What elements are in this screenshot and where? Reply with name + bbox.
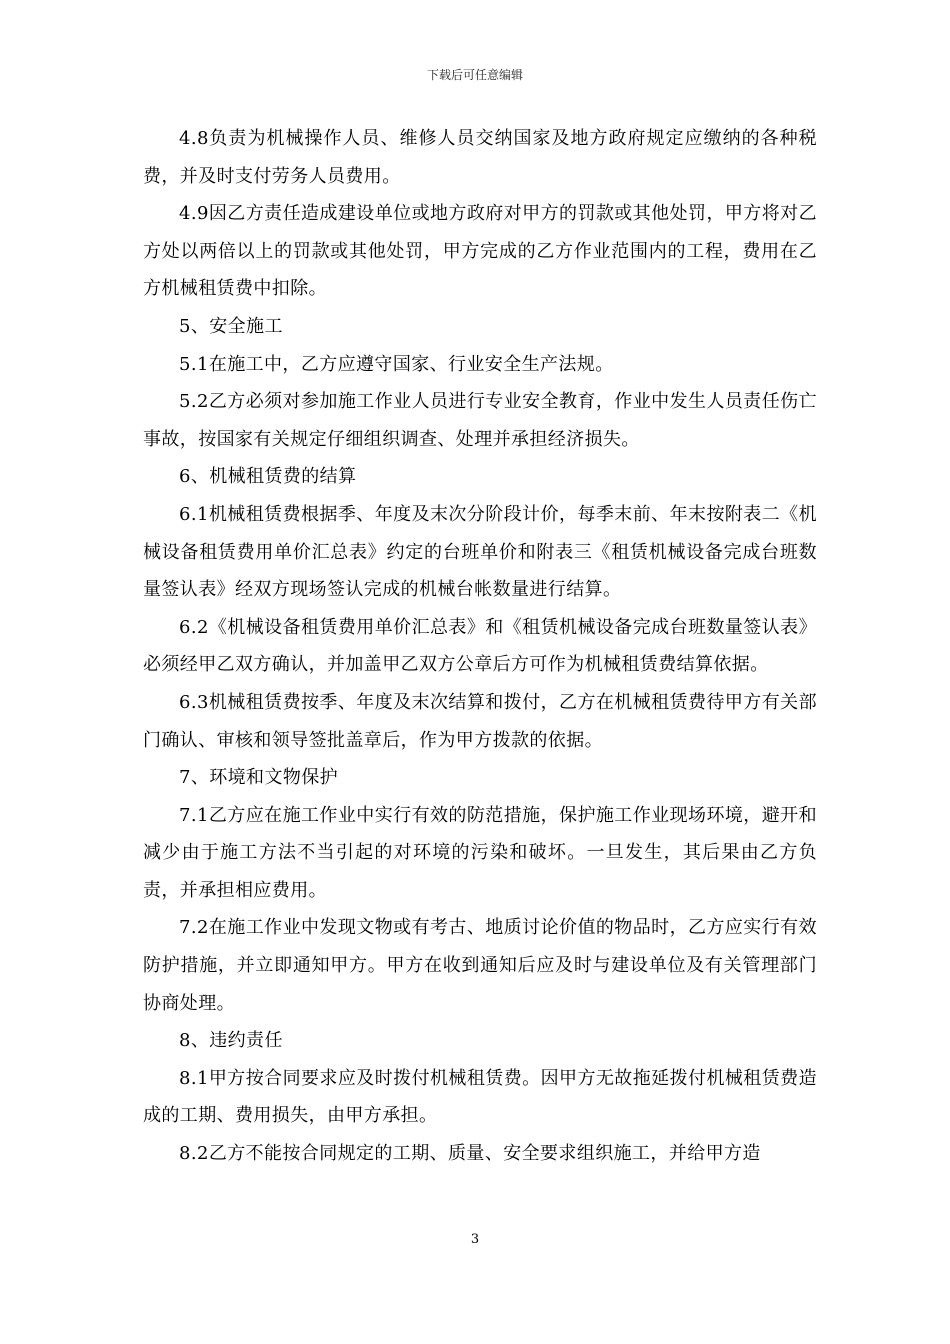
paragraph-8-2: 8.2乙方不能按合同规定的工期、质量、安全要求组织施工，并给甲方造 bbox=[179, 1143, 761, 1165]
paragraph-6-2: 6.2《机械设备租赁费用单价汇总表》和《租赁机械设备完成台班数量签认表》必须经甲乙双方确认，并加盖甲乙双方公章后方可作为机械租赁费结算依据。 bbox=[143, 616, 817, 676]
paragraph-8-1: 8.1甲方按合同要求应及时拨付机械租赁费。因甲方无故拖延拨付机械租赁费造成的工期、费用损失，由甲方承担。 bbox=[143, 1067, 817, 1127]
document-body bbox=[143, 120, 817, 1173]
paragraph-7-1: 7.1乙方应在施工作业中实行有效的防范措施，保护施工作业现场环境，避开和减少由于施工方法不当引起的对环境的污染和破坏。一旦发生，其后果由乙方负责，并承担相应费用。 bbox=[143, 804, 817, 901]
section-heading-8: 8、违约责任 bbox=[179, 1030, 283, 1052]
paragraph-5-1: 5.1在施工中，乙方应遵守国家、行业安全生产法规。 bbox=[179, 353, 614, 375]
section-heading-5: 5、安全施工 bbox=[179, 315, 283, 337]
page-number: 3 bbox=[470, 1232, 480, 1247]
page-header: 下载后可任意编辑 bbox=[426, 68, 523, 82]
section-heading-7: 7、环境和文物保护 bbox=[179, 767, 339, 789]
paragraph-4-9: 4.9因乙方责任造成建设单位或地方政府对甲方的罚款或其他处罚，甲方将对乙方处以两倍以上的罚款或其他处罚，甲方完成的乙方作业范围内的工程，费用在乙方机械租赁费中扣除。 bbox=[143, 203, 817, 300]
section-heading-6: 6、机械租赁费的结算 bbox=[179, 466, 357, 488]
paragraph-6-1: 6.1机械租赁费根据季、年度及末次分阶段计价，每季末前、年末按附表二《机械设备租赁费用单价汇总表》约定的台班单价和附表三《租赁机械设备完成台班数量签认表》经双方现场签认完成的机械台帐数量进行结算。 bbox=[143, 503, 817, 601]
paragraph-5-2: 5.2乙方必须对参加施工作业人员进行专业安全教育，作业中发生人员责任伤亡事故，按国家有关规定仔细组织调查、处理并承担经济损失。 bbox=[143, 391, 817, 450]
paragraph-6-3: 6.3机械租赁费按季、年度及末次结算和拨付，乙方在机械租赁费待甲方有关部门确认、审核和领导签批盖章后，作为甲方拨款的依据。 bbox=[143, 691, 817, 751]
paragraph-4-8: 4.8负责为机械操作人员、维修人员交纳国家及地方政府规定应缴纳的各种税费，并及时支付劳务人员费用。 bbox=[143, 128, 817, 187]
paragraph-7-2: 7.2在施工作业中发现文物或有考古、地质讨论价值的物品时，乙方应实行有效防护措施，并立即通知甲方。甲方在收到通知后应及时与建设单位及有关管理部门协商处理。 bbox=[143, 917, 817, 1014]
